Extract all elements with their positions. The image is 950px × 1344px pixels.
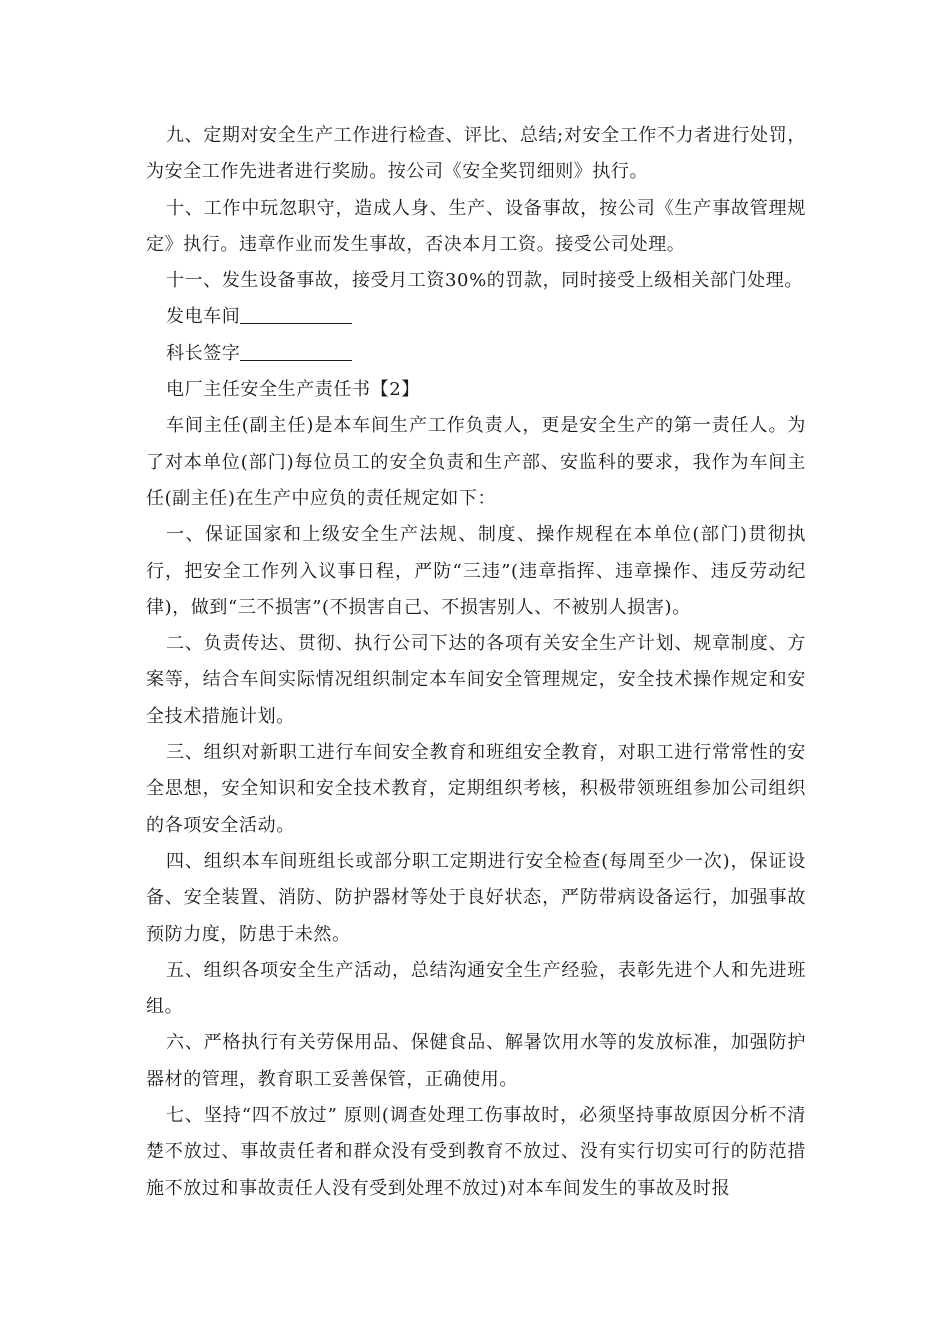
signature-chief (146, 336, 806, 372)
signature-chief-blank[interactable] (240, 342, 352, 361)
clause-10: 十、工作中玩忽职守，造成人身、生产、设备事故，按公司《生产事故管理规定》执行。违章作业而发生事故，否决本月工资。接受公司处理。 (146, 197, 806, 255)
clause-2: 二、负责传达、贯彻、执行公司下达的各项有关安全生产计划、规章制度、方案等，结合车间实际情况组织制定本车间安全管理规定，安全技术操作规定和安全技术措施计划。 (146, 633, 806, 727)
clause-1: 一、保证国家和上级安全生产法规、制度、操作规程在本单位(部门)贯彻执行，把安全工作列入议事日程，严防“三违”(违章指挥、违章操作、违反劳动纪律)，做到“三不损害”(不损害自己、不损害别人、不被别人损害)。 (146, 524, 806, 618)
clause-11: 十一、发生设备事故，接受月工资30%的罚款，同时接受上级相关部门处理。 (166, 270, 804, 292)
clause-3: 三、组织对新职工进行车间安全教育和班组安全教育，对职工进行常常性的安全思想，安全知识和安全技术教育，定期组织考核，积极带领班组参加公司组织的各项安全活动。 (146, 742, 806, 836)
clause-9: 九、定期对安全生产工作进行检查、评比、总结;对安全工作不力者进行处罚，为安全工作先进者进行奖励。按公司《安全奖罚细则》执行。 (146, 125, 806, 183)
signature-chief-label: 科长签字 (166, 342, 241, 364)
signature-workshop-blank[interactable] (240, 305, 352, 324)
clause-6: 六、严格执行有关劳保用品、保健食品、解暑饮用水等的发放标准，加强防护器材的管理，教育职工妥善保管，正确使用。 (146, 1032, 806, 1090)
signature-workshop (146, 299, 806, 335)
intro-paragraph: 车间主任(副主任)是本车间生产工作负责人，更是安全生产的第一责任人。为了对本单位(部门)每位员工的安全负责和生产部、安监科的要求，我作为车间主任(副主任)在生产中应负的责任规定如下： (146, 415, 806, 509)
document-body (146, 118, 806, 1207)
clause-5: 五、组织各项安全生产活动，总结沟通安全生产经验，表彰先进个人和先进班组。 (146, 959, 806, 1018)
section-title: 电厂主任安全生产责任书【2】 (166, 379, 420, 401)
clause-7: 七、坚持“四不放过” 原则(调查处理工伤事故时，必须坚持事故原因分析不清楚不放过、事故责任者和群众没有受到教育不放过、没有实行切实可行的防范措施不放过和事故责任人没有受到处理不放过)对本车间发生的事故及时报 (146, 1105, 806, 1199)
signature-workshop-label: 发电车间 (166, 306, 241, 328)
clause-4: 四、组织本车间班组长或部分职工定期进行安全检查(每周至少一次)，保证设备、安全装置、消防、防护器材等处于良好状态，严防带病设备运行，加强事故预防力度，防患于未然。 (146, 850, 806, 945)
